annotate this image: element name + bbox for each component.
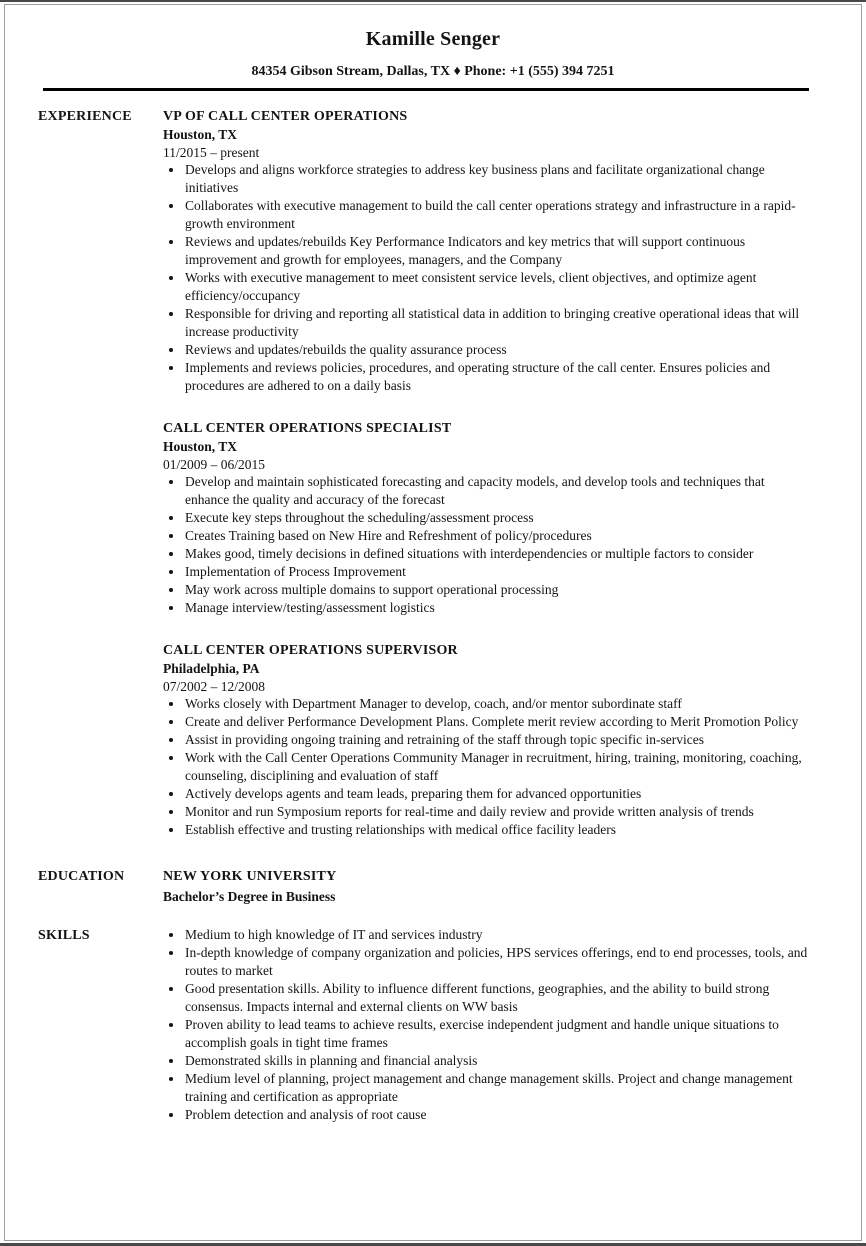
job-location: Houston, TX [163, 439, 238, 454]
section-skills [38, 926, 810, 1124]
bullet-item: • Demonstrated skills in planning and financial analysis [184, 1052, 810, 1070]
bullet-list [163, 695, 810, 839]
bullet-item: • Medium level of planning, project management and change management skills. Project and change management training and certification as appropriate [184, 1070, 810, 1106]
bullet-item: • Develops and aligns workforce strategies to address key business plans and facilitate organizational change initiatives [184, 161, 810, 197]
experience-content [163, 107, 810, 839]
skills-content [163, 926, 810, 1124]
bullet-item: • Good presentation skills. Ability to influence different functions, geographies, and the ability to build strong consensus. Impacts internal and external clients on WW basis [184, 980, 810, 1016]
job-title: CALL CENTER OPERATIONS SUPERVISOR [163, 643, 458, 658]
education-content [163, 867, 810, 906]
bullet-item: • Create and deliver Performance Development Plans. Complete merit review according to Merit Promotion Policy [184, 713, 810, 731]
bullet-list [163, 473, 810, 617]
section-experience [38, 107, 810, 839]
bullet-item: • May work across multiple domains to support operational processing [184, 581, 810, 599]
bullet-item: • Monitor and run Symposium reports for real-time and daily review and provide written analysis of trends [184, 803, 810, 821]
bullet-item: • Collaborates with executive management to build the call center operations strategy and infrastructure in a rapid-growth environment [184, 197, 810, 233]
bullet-list [163, 161, 810, 395]
job-entry-vp-operations [163, 107, 810, 395]
page-title: Kamille Senger [365, 28, 501, 50]
bullet-item: • Execute key steps throughout the scheduling/assessment process [184, 509, 810, 527]
bullet-item: • Medium to high knowledge of IT and services industry [184, 926, 810, 944]
job-title: CALL CENTER OPERATIONS SPECIALIST [163, 421, 452, 436]
bullet-item: • Implements and reviews policies, procedures, and operating structure of the call center. Ensures policies and procedures are adhered to on a daily basis [184, 359, 810, 395]
bullet-item: • Assist in providing ongoing training and retraining of the staff through topic specific in-services [184, 731, 810, 749]
job-dates: 11/2015 – present [163, 145, 260, 160]
bullet-item: • Develop and maintain sophisticated forecasting and capacity models, and develop tools and techniques that enhance the quality and accuracy of the forecast [184, 473, 810, 509]
bullet-item: • Reviews and updates/rebuilds Key Performance Indicators and key metrics that will support continuous improvement and growth for employees, managers, and the Company [184, 233, 810, 269]
bullet-list [163, 926, 810, 1124]
job-dates: 01/2009 – 06/2015 [163, 457, 266, 472]
job-location: Houston, TX [163, 127, 238, 142]
bullet-item: • Works with executive management to meet consistent service levels, client objectives, and optimize agent efficiency/occupancy [184, 269, 810, 305]
bullet-item: • Creates Training based on New Hire and Refreshment of policy/procedures [184, 527, 810, 545]
bullet-item: • Actively develops agents and team leads, preparing them for advanced opportunities [184, 785, 810, 803]
bullet-item: • Reviews and updates/rebuilds the quality assurance process [184, 341, 810, 359]
bullet-item: • Manage interview/testing/assessment logistics [184, 599, 810, 617]
bullet-item: • Makes good, timely decisions in defined situations with interdependencies or multiple factors to consider [184, 545, 810, 563]
job-entry-operations-supervisor [163, 641, 810, 839]
experience-section-label: EXPERIENCE [38, 109, 132, 124]
education-school: NEW YORK UNIVERSITY [163, 869, 337, 884]
resume-body [0, 91, 866, 1124]
resume-header [0, 2, 866, 91]
bullet-item: • Works closely with Department Manager to develop, coach, and/or mentor subordinate staff [184, 695, 810, 713]
education-section-label: EDUCATION [38, 869, 125, 884]
job-entry-operations-specialist [163, 419, 810, 617]
job-dates: 07/2002 – 12/2008 [163, 679, 266, 694]
education-degree: Bachelor’s Degree in Business [163, 889, 336, 904]
contact-line: 84354 Gibson Stream, Dallas, TX ♦ Phone: +1 (555) 394 7251 [251, 64, 615, 79]
skills-section-label: SKILLS [38, 928, 90, 943]
job-title: VP OF CALL CENTER OPERATIONS [163, 109, 408, 124]
bullet-item: • Proven ability to lead teams to achieve results, exercise independent judgment and handle unique situations to accomplish goals in tight time frames [184, 1016, 810, 1052]
bullet-item: • Work with the Call Center Operations Community Manager in recruitment, hiring, training, monitoring, coaching, counseling, disciplining and evaluation of staff [184, 749, 810, 785]
bullet-item: • Implementation of Process Improvement [184, 563, 810, 581]
bullet-item: • Establish effective and trusting relationships with medical office facility leaders [184, 821, 810, 839]
section-education [38, 867, 810, 906]
bullet-item: • In-depth knowledge of company organization and policies, HPS services offerings, end to end processes, tools, and routes to market [184, 944, 810, 980]
bullet-item: • Problem detection and analysis of root cause [184, 1106, 810, 1124]
bullet-item: • Responsible for driving and reporting all statistical data in addition to bringing creative operational ideas that will increase productivity [184, 305, 810, 341]
job-location: Philadelphia, PA [163, 661, 260, 676]
